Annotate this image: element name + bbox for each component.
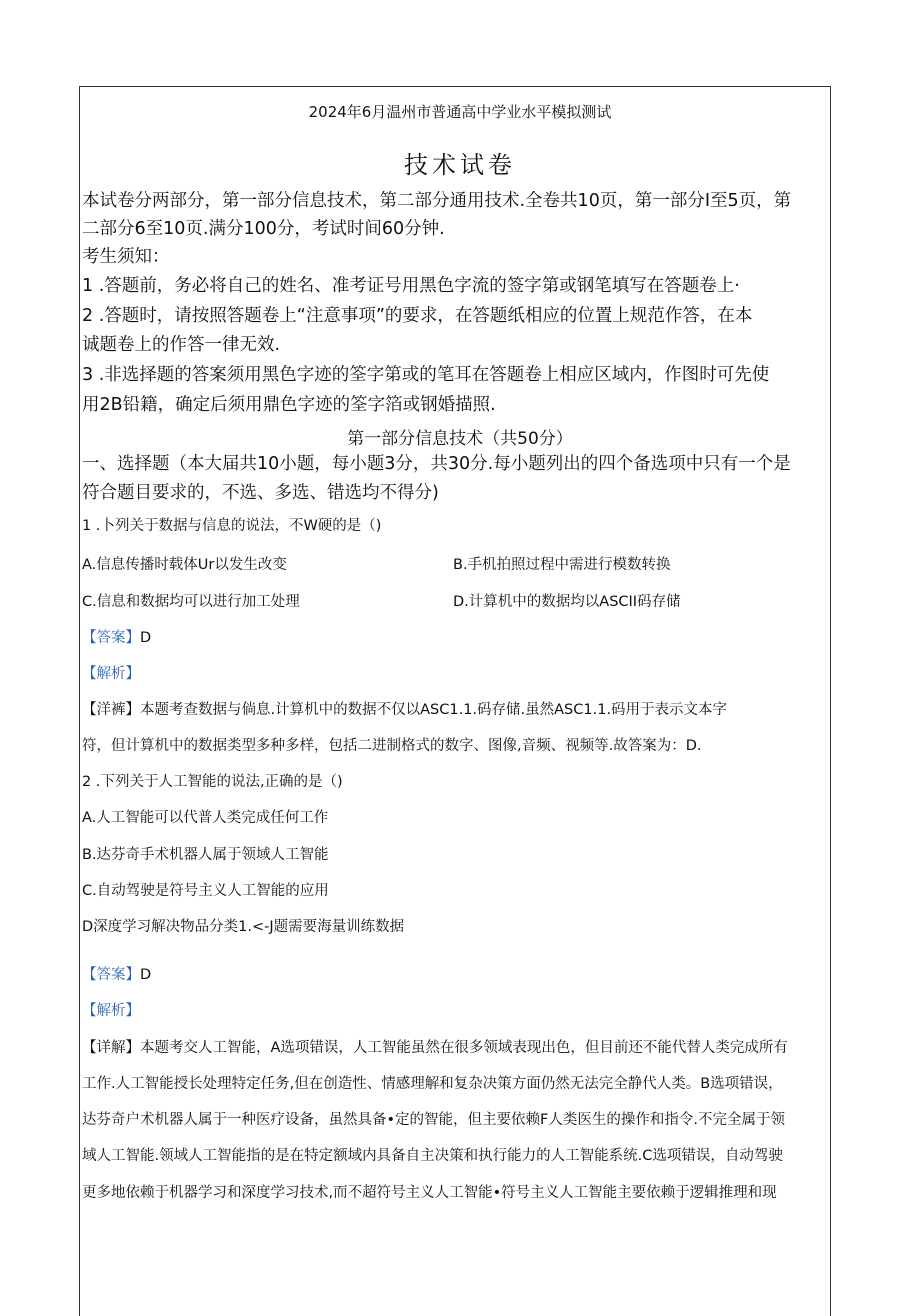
q1-detail-line-2: 符，但计算机中的数据类型多种多样，包括二进制格式的数字、图像,音频、视频等.故答案为：D. [82, 738, 702, 754]
q2-detail-line-2: 工作.人工智能授长处理特定任务,但在创造性、情感理解和复杂决策方面仍然无法完全静代人类。B选项错误， [82, 1076, 783, 1092]
q1-answer [82, 626, 151, 647]
q1-answer-label: 【答案】 [82, 630, 140, 646]
q2-detail-line-4: 域人工智能.领域人工智能指的是在特定额域内具备自主决策和执行能力的人工智能系统.C选项错误，自动驾驶 [82, 1148, 783, 1164]
q2-answer-label: 【答案】 [82, 967, 140, 983]
q2-detail-line-5: 更多地依赖于机器学习和深度学习技术,而不超符号主义人工智能•符号主义人工智能主要依赖于逻辑推理和现 [82, 1185, 777, 1201]
q1-analysis-label: 【解析】 [82, 666, 140, 682]
q2-stem: 2 .下列关于人工智能的说法,正确的是（) [82, 774, 343, 790]
q1-option-d: D.计算机中的数据均以ASCII码存储 [453, 594, 681, 610]
page-title: 技术试卷 [404, 151, 516, 179]
part1-instructions: 一、选择题（本大届共10小题，每小题3分，共30分.每小题列出的四个备选项中只有一个是 [82, 454, 791, 474]
intro-line-1: 本试卷分两部分，第一部分信息技术，第二部分通用技术.全卷共10页，第一部分I至5页，第 [82, 191, 792, 211]
q1-stem: 1 .卜列关于数据与信息的说法，不W硬的是（) [82, 518, 382, 534]
q1-answer-value: D [140, 630, 152, 646]
q2-option-a: A.人工智能可以代普人类完成任何工作 [82, 810, 329, 826]
q1-option-b: B.手机拍照过程中需进行模数转换 [453, 557, 671, 573]
q2-detail-line-1: 【详解】本题考交人工智能，A选项错误，人工智能虽然在很多领域表现出色，但目前还不能代替人类完成所有 [82, 1040, 788, 1056]
q2-answer-value: D [140, 967, 152, 983]
q2-option-b: B.达芬奇手术机器人属于领域人工智能 [82, 847, 329, 863]
notice-item-3: 3 .非选择题的答案须用黑色字迹的筌字第或的笔耳在答题卷上相应区域内，作图时可先使 [82, 365, 770, 385]
q2-option-c: C.自动驾驶是符号主义人工智能的应用 [82, 883, 329, 899]
notice-item-2: 2 .答题时，请按照答题卷上“注意事项”的要求，在答题纸相应的位置上规范作答，在本 [82, 306, 753, 326]
notice-item-1: 1 .答题前，务必将自己的姓名、准考证号用黑色字流的签字第或钢笔填写在答题卷上· [82, 276, 740, 296]
notice-item-3-cont: 用2B铅籍，确定后须用鼎色字迹的筌字箔或钢婚描照. [82, 395, 496, 415]
q2-answer [82, 963, 151, 984]
q2-detail-line-3: 达芬奇户术机器人属于一种医疗设备，虽然具备•定的智能，但主要依赖F人类医生的操作和指令.不完全属于领 [82, 1112, 785, 1128]
notice-heading: 考生须知： [82, 247, 170, 267]
intro-line-2: 二部分6至10页.满分100分，考试时间60分钟. [82, 219, 445, 239]
q2-analysis-label: 【解析】 [82, 1003, 140, 1019]
notice-item-2-cont: 诚题卷上的作答一律无效. [82, 335, 281, 355]
q1-detail-line-1: 【洋裤】本题考查数据与倘息.计算机中的数据不仅以ASC1.1.码存储.虽然ASC1.1.码用于表示文本字 [82, 702, 728, 718]
part1-instructions-cont: 符合题目要求的，不选、多选、错选均不得分) [82, 483, 439, 503]
q1-option-a: A.信息传播时载体Ur以发生改变 [82, 557, 287, 573]
exam-header: 2024年6月温州市普通高中学业水平模拟测试 [308, 103, 612, 121]
q1-option-c: C.信息和数据均可以进行加工处理 [82, 594, 300, 610]
q2-option-d: D深度学习解决物品分类1.<-J题需要海量训练数据 [82, 919, 405, 935]
section-heading: 第一部分信息技术（共50分） [347, 429, 573, 449]
